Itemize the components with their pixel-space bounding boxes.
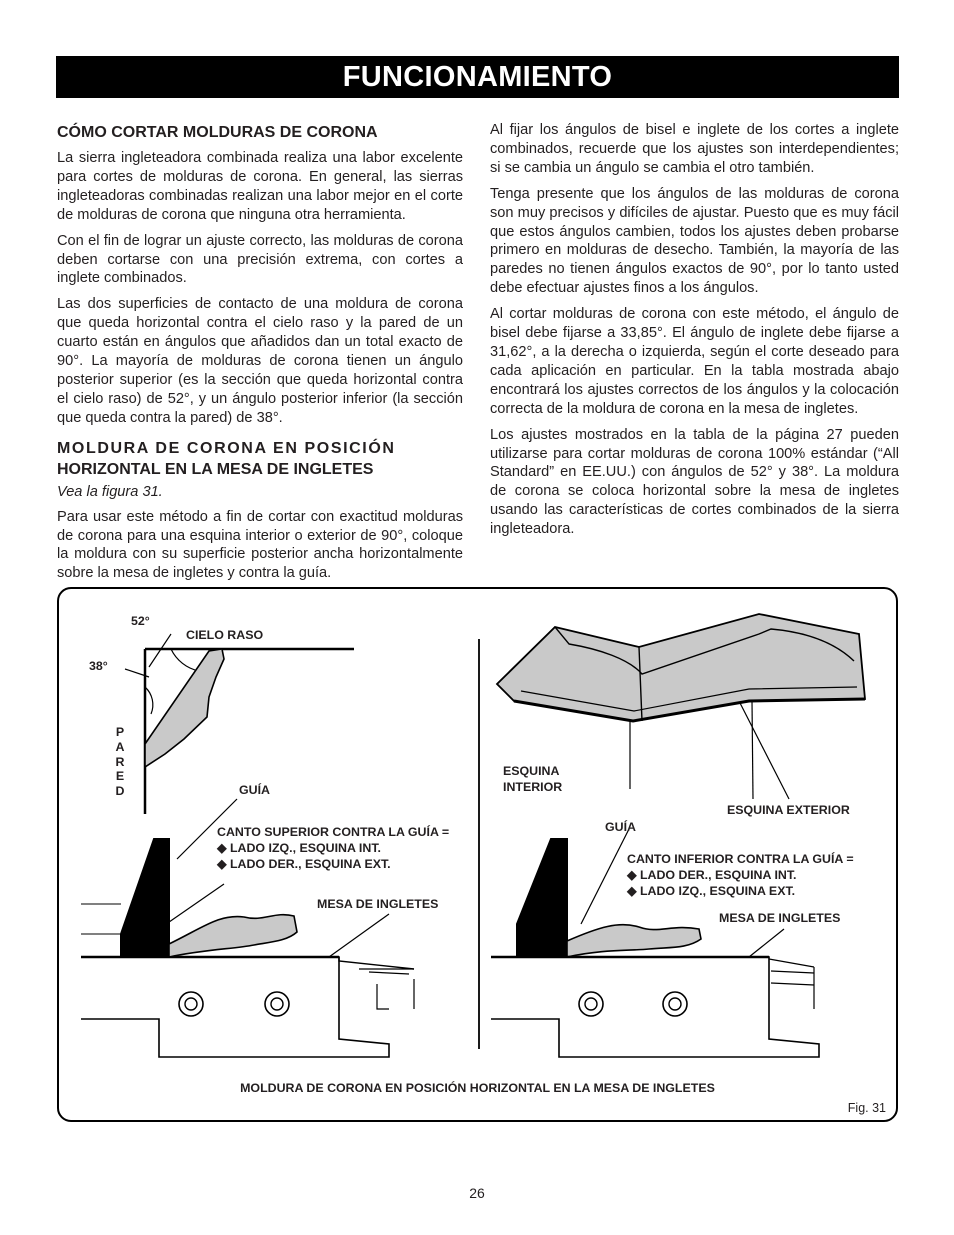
top-edge-title: CANTO SUPERIOR CONTRA LA GUÍA = [217,825,450,839]
wall-letter: A [115,739,125,754]
angle-52-label: 52° [131,614,150,628]
section-title-banner: FUNCIONAMIENTO [56,56,899,98]
top-edge-item: ◆ LADO DER., ESQUINA EXT. [217,857,391,871]
paragraph: Con el fin de lograr un ajuste correcto, las molduras de corona deben cortarse con una precisión extrema, con cortes a inglete combinados. [57,232,463,287]
inside-corner-label [503,763,562,795]
paragraph: Tenga presente que los ángulos de las molduras de corona son muy precisos y difíciles de ajustar. Puesto que es muy fácil que estos ángulos cambien, todos los ajustes deben probarse primero en molduras de desecho. También, la mayoría de las paredes no tienen ángulos exactos de 90°, por lo tanto usted debe efectuar ajustes finos a los ángulos. [490,185,899,297]
wall-letter: E [115,769,125,784]
miter-table-label-left: MESA DE INGLETES [317,897,439,911]
figure-reference: Vea la figura 31. [57,483,163,500]
outside-corner-label: ESQUINA EXTERIOR [727,803,850,817]
bottom-edge-title: CANTO INFERIOR CONTRA LA GUÍA = [627,852,854,866]
figure-31 [57,587,898,1122]
guide-label-left: GUÍA [239,783,270,797]
heading-line: HORIZONTAL EN LA MESA DE INGLETES [57,460,374,478]
bottom-edge-item: ◆ LADO DER., ESQUINA INT. [627,868,797,882]
guide-label-right: GUÍA [605,820,636,834]
right-text-column [490,121,899,546]
paragraph: Las dos superficies de contacto de una moldura de corona que queda horizontal contra el cielo raso y la pared de un cuarto están en ángulos que añadidos dan un total exacto de 90°. La mayoría de molduras de corona tienen un ángulo posterior superior (es la sección que queda horizontal contra el cielo raso) de 52°, y un ángulo posterior inferior (la sección que queda contra la pared) de 38°. [57,296,463,426]
paragraph: Los ajustes mostrados en la tabla de la página 27 pueden utilizarse para cortar molduras de corona 100% estándar (“All Standard” en EE.UU.) con ángulos de 52° y 38°. La moldura de corona se coloca horizontal sobre la mesa de ingletes usando las características de cortes combinados de la sierra ingleteadora. [490,426,899,538]
paragraph: Al cortar molduras de corona con este método, el ángulo de bisel debe fijarse a 33,85°. El ángulo de inglete debe fijarse a 31,62°, a la derecha o izquierda, según el corte deseado para cada aplicación en particular. En la tabla mostrada abajo encontrará los ajustes correctos de los ángulos y la colocación correcta de la moldura de corona en la mesa de ingletes. [490,306,899,417]
inside-corner-line: INTERIOR [503,780,563,794]
paragraph: Para usar este método a fin de cortar con exactitud molduras de corona para una esquina interior o exterior de 90°, coloque la moldura con su superficie posterior ancha horizontalmente sobre la mesa de ingletes y contra la guía. [57,508,463,582]
paragraph: Al fijar los ángulos de bisel e inglete de los cortes a inglete combinados, recuerde que los ajustes son interdependientes; si se cambia un ángulo se cambia el otro también. [490,122,899,176]
wall-label [114,725,126,799]
figure-number: Fig. 31 [847,1101,886,1115]
inside-corner-line: ESQUINA [503,764,560,778]
ceiling-label: CIELO RASO [186,628,264,642]
bottom-edge-note [627,851,854,899]
wall-letter: R [115,754,125,769]
figure-caption: MOLDURA DE CORONA EN POSICIÓN HORIZONTAL EN LA MESA DE INGLETES [240,1081,715,1095]
left-text-column [57,121,463,590]
page-number: 26 [469,1185,485,1201]
heading-line: MOLDURA DE CORONA EN POSICIÓN [57,439,396,457]
top-edge-item: ◆ LADO IZQ., ESQUINA INT. [217,841,381,855]
bottom-edge-item: ◆ LADO IZQ., ESQUINA EXT. [627,884,796,898]
heading-horizontal-position [57,438,463,480]
miter-table-label-right: MESA DE INGLETES [719,911,841,925]
paragraph: La sierra ingleteadora combinada realiza una labor excelente para cortes de molduras de corona. En general, las sierras ingleteadoras combinadas realizan una labor mejor en el corte de molduras de corona que ninguna otra herramienta. [57,150,463,223]
angle-38-label: 38° [89,659,108,673]
wall-letter: D [115,784,125,799]
top-edge-note [217,824,449,872]
wall-letter: P [115,725,125,739]
heading-crown-molding: CÓMO CORTAR MOLDURAS DE CORONA [57,124,378,141]
